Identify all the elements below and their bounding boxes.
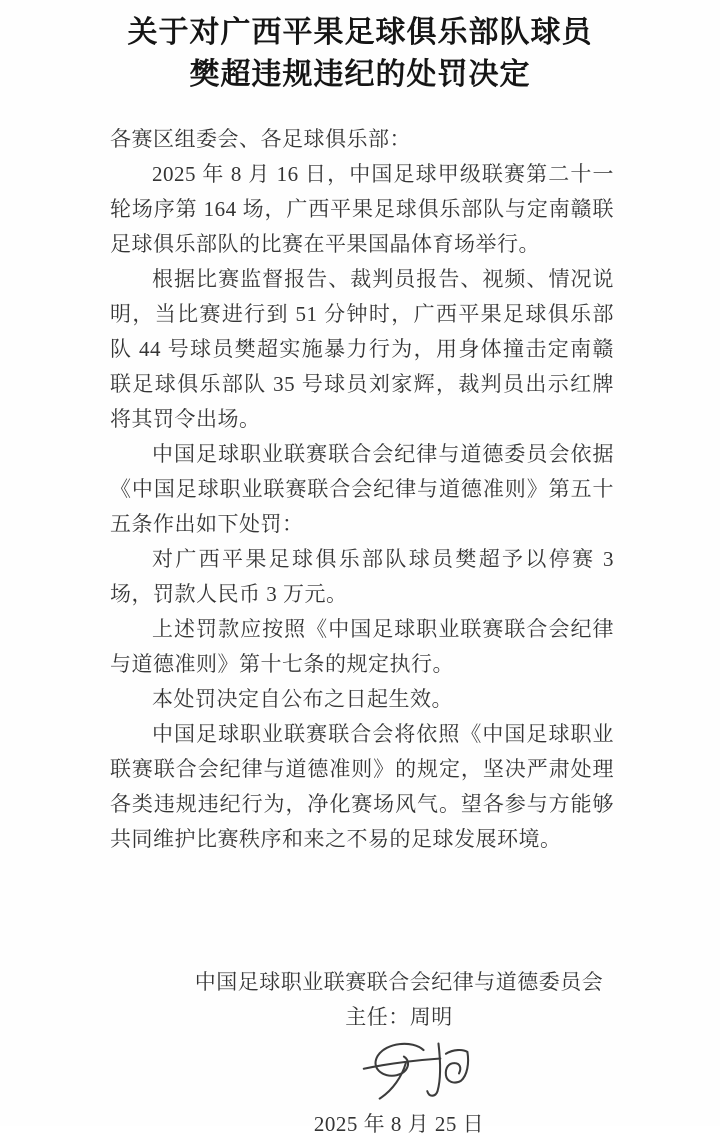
issuing-organization: 中国足球职业联赛联合会纪律与道德委员会 — [194, 970, 604, 994]
document-title — [0, 0, 720, 96]
signer-title-and-name: 主任：周明 — [345, 1005, 453, 1029]
signature-block — [0, 965, 720, 1142]
title-line-1: 关于对广西平果足球俱乐部队球员 — [127, 16, 593, 49]
paragraph-match-info: 2025 年 8 月 16 日，中国足球甲级联赛第二十一轮场序第 164 场，广西平果足球俱乐部队与定南赣联足球俱乐部队的比赛在平果国晶体育场举行。 — [110, 162, 614, 256]
paragraph-punishment: 对广西平果足球俱乐部队球员樊超予以停赛 3 场，罚款人民币 3 万元。 — [110, 547, 614, 606]
handwritten-signature — [78, 1037, 720, 1107]
paragraph-legal-basis: 中国足球职业联赛联合会纪律与道德委员会依据《中国足球职业联赛联合会纪律与道德准则》第五十五条作出如下处罚： — [110, 442, 614, 536]
document-body — [110, 122, 614, 857]
issue-date: 2025 年 8 月 25 日 — [313, 1112, 485, 1136]
signature-scribble-icon — [352, 1037, 482, 1107]
paragraph-incident-description: 根据比赛监督报告、裁判员报告、视频、情况说明，当比赛进行到 51 分钟时，广西平果足球俱乐部队 44 号球员樊超实施暴力行为，用身体撞击定南赣联足球俱乐部队 35 号球员刘家辉，裁判员出示红牌将其罚令出场。 — [110, 267, 614, 431]
salutation: 各赛区组委会、各足球俱乐部： — [110, 127, 411, 151]
paragraph-fine-execution: 上述罚款应按照《中国足球职业联赛联合会纪律与道德准则》第十七条的规定执行。 — [110, 617, 614, 676]
title-line-2: 樊超违规违纪的处罚决定 — [189, 58, 531, 91]
paragraph-effective-date: 本处罚决定自公布之日起生效。 — [152, 687, 453, 711]
paragraph-final-statement: 中国足球职业联赛联合会将依照《中国足球职业联赛联合会纪律与道德准则》的规定，坚决严肃处理各类违规违纪行为，净化赛场风气。望各参与方能够共同维护比赛秩序和来之不易的足球发展环境。 — [110, 722, 614, 851]
